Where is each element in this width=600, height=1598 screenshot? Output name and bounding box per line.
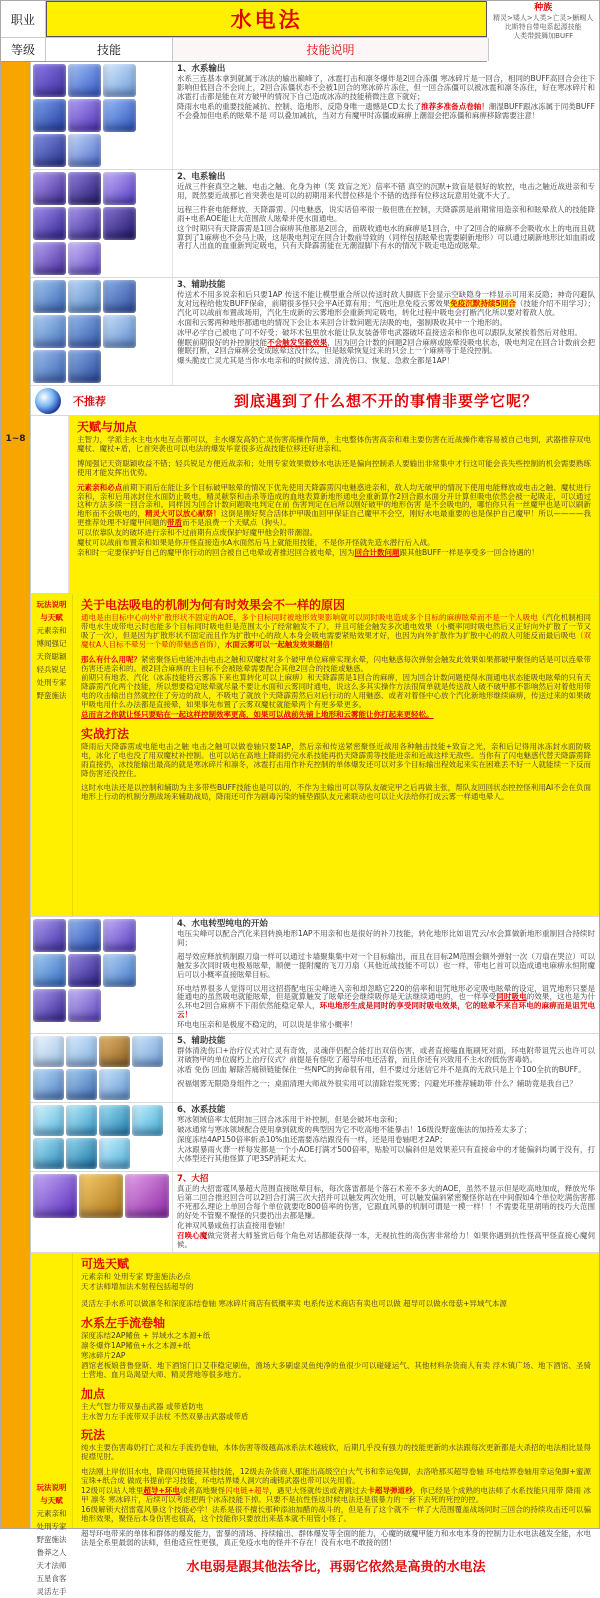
description-column-header: 技能说明 <box>173 38 489 61</box>
sidebar-label: 天才法师 <box>36 1561 67 1571</box>
skill-icon <box>103 64 136 97</box>
notes-panel <box>31 1253 599 1597</box>
skill-icon <box>68 134 101 167</box>
text-run-rb: 卡超导弹道秒 <box>367 1486 413 1496</box>
sidebar-label: 野蛮施法 <box>36 691 67 700</box>
paragraph: 破冰通常与寒冰领域配合使用拿到就废的典型因为它不吃高地不能暴击！16级没野蛮施法的加持差太多了； <box>177 1124 532 1134</box>
skill-icon-grid <box>31 1034 173 1102</box>
not-recommended-text: 到底遇到了什么想不开的事情非要学它呢？ <box>233 392 538 410</box>
sidebar-label: 天资聪颖 <box>36 652 67 661</box>
panel-content <box>73 1253 599 1575</box>
sidebar-label: 与天赋 <box>40 1496 63 1506</box>
paragraph: 元素亲和必点前期下雨后在能让多个目标破甲眩晕的情况下优先使用天降霹雳闪电魅惑进亲和，敌人均无破甲的情况下使用电能释放或电击之触、魔杖进行亲和，亲和后用冰封住水面防止吸电，精灵献祭和击杀等造成的血地表算新地形通电会重新算作2回合跟水面分开计算但吸电依然会被一起吸走，可以通过这种方法多续一回合亲和。同样因为回合计数问题吸电判定在前 伤害判定在后所以刚好破甲的地形伤害 是不会吸电的，哪怕你只有一丝魔甲也是可以刷新地形而不会吸电的，精灵大可以放心献祭！这倒是刚好契合活体护甲吸血回甲保证自己魔甲不会空，刚好水电最重要的也是保护自己魔甲！所以————我更推荐处理不好魔甲问题的带盾而不是浪费一个天赋点（狗头）。 <box>77 482 591 528</box>
skill-icon <box>99 1138 130 1169</box>
not-recommended-row <box>31 386 599 416</box>
paragraph: 那么有什么用呢？紧密聚怪后电能冲击电击之触和双魔杖对多个破甲单位麻痹实现永晕，闪电魅惑每次弹射会触发此效果如果都破甲聚怪的话是可以连晕带伤害还进亲和的。被2回合麻痹的主目标不会被眩晕需要配合其他2回合的技能或魅惑。 <box>81 654 591 673</box>
paragraph <box>81 711 591 720</box>
skill-row-3 <box>31 278 599 386</box>
skill-row-7 <box>31 1172 599 1253</box>
skill-icon <box>103 315 136 348</box>
paragraph: 冰盾 免伤 回血 解除苦痛锁链能保住一些NPC的狗命很有用，但不要过分迷信它并不是真的无敌只是上个100全抗的BUFF。 <box>177 1064 586 1074</box>
skill-icon <box>33 1105 64 1136</box>
skill-icon <box>103 954 136 987</box>
skill-icon <box>68 207 101 240</box>
panel-block-heading: 关于电法吸电的机制为何有时效果会不一样的原因 <box>81 598 346 612</box>
skill-icon <box>33 280 66 313</box>
sidebar-label: 与天赋 <box>40 613 63 622</box>
skill-icon <box>68 315 101 348</box>
paragraph: 深度冻结4AP150倍率斩杀10%血还需要冻结跟没有一样，还是用卷轴吧才2AP； <box>177 1134 447 1144</box>
sidebar-label: 鲁莽之人 <box>36 1548 67 1558</box>
paragraph: 超导环电带来的单体和群体的爆发能力，雷暴的清场、持续输出、群体爆发等全面的能力，心魔的破魔甲能力和水电本身的控制力让水电法越发全能，水电法是全系里最弱的法师，但他适应性更强，真正免疫水电的怪并不存在！没有水电不敢接的团！ <box>81 1528 591 1547</box>
paragraph: 召唤心魔做完贤者大师鉴赏后每个角色对话都能获得一本，无视抗性的高伤害非常给力！如果你遇到抗性怪高甲怪直接心魔伺候。 <box>177 1230 596 1249</box>
race-info <box>487 1 599 62</box>
skill-icon <box>132 1036 163 1067</box>
skill-icon-grid <box>31 278 173 385</box>
text-run-ru: 超导+环电 <box>143 1486 180 1496</box>
panel-block-heading: 可选天赋 <box>81 1257 130 1272</box>
skill-description <box>173 278 599 385</box>
paragraph: 主智力，学派主水主电水电互点都可以，主水爆发高奶亡灵伤害高操作简单，主电整体伤害高亲和难主要伤害在近战操作难容易被自己电到，武器推荐双电魔杖、魔杖+盾，匕首突袭也可以电法的爆发毕竟很多近战技能位移还好进亲和。 <box>77 435 591 453</box>
skill-icon <box>68 280 101 313</box>
skill-icon-grid <box>31 1172 173 1252</box>
paragraph: 超导效应释放机制跟刀扇一样可以通过卡墙聚集集中对一个目标输出，而且在目标2M范围会额外弹射一次（刀扇在哭泣）可以触发多次同时吸电极易眩晕，顺便一提附魔的飞刀刀扇（其他近战技能不可以）也一样，带电匕首可以造成通电麻痹永恒附魔后可以小概率直接眩晕目标。 <box>177 951 595 979</box>
paragraph: 降雨后天降霹雳或电能电击之触 电击之触可以做卷轴只要1AP，然后亲和传送紧密聚怪近战用各种触击技能+致盲之光，亲和后记得用冰冻封水面防吸电，冰化了电也没了用双魔杖补控制。也可以站在高地上降雨扔完水系技能再扔天降霹雳等技能进亲和近战这样无敌些。当你有了闪电魅惑代替天降霹雳降雨直接扔，冰技能输出最高的就是寒冰碎片和凛冬，冰雹打击用作补充控制的单体爆发还可以对多个目标输出程效起来实在困难丢不好一人就能续一下反而降伤害还没控住。 <box>81 741 591 778</box>
notes-panel <box>31 416 599 594</box>
swirl-skill-icon <box>35 388 61 414</box>
level-column <box>1 62 31 1528</box>
skill-icon <box>68 919 101 952</box>
paragraph: 主大气智力带双暴击武器 或带盾防电 <box>81 1401 204 1411</box>
paragraph: 深度冻结2AP鳍鱼 + 异域水之本源+纸 <box>81 1331 211 1341</box>
sidebar-label: 灵活左手 <box>36 1587 67 1597</box>
skill-icon <box>33 1069 64 1100</box>
skill-icon <box>33 99 66 132</box>
text-run-rb: 精灵大可以放心献祭！ <box>145 509 221 519</box>
panel-block-heading: 水系左手流卷轴 <box>81 1316 166 1331</box>
skill-icon <box>33 989 66 1022</box>
skill-row-4 <box>31 917 599 1034</box>
skill-icon <box>99 1036 130 1067</box>
panel-footer-slogan: 水电弱是跟其他法爷比，再弱它依然是高贵的水电法 <box>186 1559 486 1575</box>
paragraph: 大冰跟暴雨火葬一样每发都是一个小AOE打满才500倍率，贴脸可以偏斜但是效果差只有直接命中的才能偏斜均属于没有，打大体型还行其他怪算了吧3SP消耗太大。 <box>177 1144 595 1163</box>
sidebar-label: 野蛮施法 <box>36 1535 67 1545</box>
sheet-header <box>1 1 599 62</box>
paragraph: 近战三件套真空之触、电击之触、化身为神（笑 致盲之光）倍率不错 真空的沉默+致盲是很好的软控，电击之触近战进亲和专用，既然要近战那匕首突袭也是可以的初期用来代替位移是个不错的选择有位移这玩意用处就不大了。 <box>177 182 595 200</box>
panel-block <box>81 598 591 720</box>
skill-icon <box>103 280 136 313</box>
panel-block <box>81 727 591 801</box>
skill-title: 1、水系输出 <box>177 64 226 74</box>
paragraph: 爆头脆皮亡灵尤其是当你水电亲和的时候传送、清洗伤口、恢复、急救全都是1AP！ <box>177 356 454 366</box>
skill-icon <box>99 1069 130 1100</box>
paragraph: 凛冬爆炸1AP鳍鱼+水之本源+纸 <box>81 1341 191 1351</box>
sidebar-label: 元素亲和 <box>36 626 67 635</box>
sidebar-label: 处刑专家 <box>36 1522 67 1532</box>
skill-icon <box>66 1069 97 1100</box>
skill-title: 6、冰系技能 <box>177 1105 226 1116</box>
paragraph: 元素亲和 处刑专家 野蛮施法必点 <box>81 1272 191 1282</box>
text-run-hl: 免疫沉默持续5回合 <box>450 298 516 308</box>
paragraph: 水面和云雾两种地形都通电的情况下会让本来回合计数问题无法吸的电，强制吸收其中一个地形的。 <box>177 317 507 327</box>
skill-icon-grid <box>31 1103 173 1171</box>
not-recommended-left <box>31 388 173 414</box>
skill-description <box>173 1172 599 1252</box>
panel-sidebar <box>31 594 73 916</box>
skill-icon <box>68 99 101 132</box>
skill-icon <box>33 350 66 383</box>
paragraph: 魔杖可以战前布置亲和如果是你开怪直接造水A水面然后马上就能用技能，不是你开怪就先造水潜行后入战。 <box>77 538 435 548</box>
skill-icon <box>33 64 66 97</box>
skill-icon <box>33 134 66 167</box>
paragraph: 16级解锁大招雷霆风暴这个技能必学！法系是很不擅长那种添油加醋的战斗的，但是有了这个就不一样了大范围覆盖战场同时三回合的持续攻击还可以骗地形效果，聚怪后本身伤害也很高，这个技能你只要放出来基本就不用管小怪了。 <box>81 1504 591 1523</box>
skill-icon-grid <box>31 62 173 169</box>
paragraph: 化神双风暴咸鱼打法直接用卷轴！ <box>177 1220 290 1230</box>
skill-icon <box>68 954 101 987</box>
paragraph: 电法刚上岸依旧水电，降雨闪电链接其他技能，12级去杂货商人那能出高级空白大气书和幸运兔脚，去洛哈那买超导卷轴 环电结界卷轴用幸运兔脚+蜜源宝珠+纸合成 做成书提前学习技能，环电结界矮人洞穴的魂铸武器也带可以先用着。 <box>81 1467 591 1486</box>
race-note-1: 比斯特自带电系起源技能 <box>504 23 582 31</box>
skill-icon <box>79 1174 123 1218</box>
skill-description <box>173 170 599 277</box>
skill-icon <box>33 1174 77 1218</box>
panel-content <box>69 416 599 593</box>
header-row-1 <box>1 1 599 38</box>
paragraph: 前期只有地表、汽化（冰冻技能将云雾冻下来也算转化可以上麻痹）和天降霹雳是1回合的麻痹，因为回合计数问题使得水面通电状态能吸电眩晕的只有天降霹雳汽化两个技能，所以想要稳定眩晕就尽量不要让水面和云雾同时通电，说这么多其实操作方法很简单就是传送敌人破不破甲都不影响然后对着他用带电的攻击输出自然就控住了旁边的敌人，不吸电了就放个天降霹雳然后对后行动的人用魅惑、或者对着怪中心放个汽化新地形继续麻痹，传送过来的如果破甲吸电用什么办法都是直接晕，如果事先布置了云雾双魔杖就能晕两个有更多晕更多。 <box>81 673 591 710</box>
skill-icon-grid <box>31 170 173 277</box>
text-run-r: 闪电链+超导 <box>225 1486 270 1496</box>
text-run-ru: 带盾 <box>167 518 182 528</box>
paragraph: 真正的大招雷霆风暴超大范围直接眩晕目标，每次落雷都是个落石术差不多大的AOE，虽然不显示但是吃高地加成，释放光华后第二回合推迟回合可以2回合打满三次大招并可以触发两次处刑，可以触发偏斜紧密聚怪你站在中间假如4个单位吃满伤害都不死那么理论上单回合每个单位就要吃800倍率的伤害，它跟血风暴的机制可谓是一模一样！！不需要花里胡哨的技巧大范围的好处不管聚不聚怪的只要扔出去都是赚。 <box>177 1184 595 1220</box>
skill-icon <box>33 207 66 240</box>
paragraph: 传送术不用多说亲和后只要1AP 传送不能让模型重合所以传送时敌人脚底下会显示空缺隐身一样显示可用来反隐；神奇闪避队友对远程给他发BUFF保命，前期很多怪只会平A还算有用；气泡吐息免疫云雾效果免疫沉默持续5回合（技能介绍不用学习）；汽化可以战前布置战场用，汽化生成新的云雾地形会重新判定吸电，转化过程中吸电会打断汽化所以要对着敌人放。 <box>177 290 596 317</box>
skill-row-5 <box>31 1034 599 1103</box>
header-row-2 <box>1 38 489 62</box>
text-run-ru: 总而言之你就让怪只要贴在一起这样控制效率更高，如果可以战前先铺上地形和云雾能让你打起来更轻松。 <box>81 710 434 720</box>
panel-content <box>73 594 599 916</box>
paragraph: 环电结界很多人觉得可以用这招搭配电压尖峰进入亲和却忽略它220的倍率和诅咒地形必定吸电眩晕的设定，诅咒地形只要是能通电的虽然吸电就能眩晕，但是就算触发了眩晕还会继续吸你是无法继续通电的，也一样享受同时吸电的效果，这也是为什么环电2回合麻痹不下雨依然能稳定晕人，环电地形生成是同时的享受同时吸电效果，它的眩晕不来自环电的麻痹而是诅咒电云！ <box>177 983 596 1020</box>
skill-description <box>173 917 599 1033</box>
paragraph: 博闻强记天资聪颖收益不错；轻兵锐足方便近战亲和；处刑专家效果微妙水电法还是偏向控制杀人要输出非常集中才行这可能会丧失些控制的机会需要熟练使用才能发挥出优势。 <box>77 458 591 477</box>
skill-description <box>173 62 599 169</box>
text-run-rb: 环电地形生成是同时的享受同时吸电效果，它的眩晕不来自环电的麻痹而是诅咒电云！ <box>177 1001 595 1020</box>
race-ranking: 精灵>矮人>人类>亡灵>蜥蜴人 <box>492 14 594 22</box>
panel-block <box>81 1387 591 1422</box>
paragraph: 冰甲必学自己被电了可不好受；破坏术包里放水能让队友装备带电武器破坏直接送亲和你也可以跟队友紧挨着然后对他用。 <box>177 327 582 337</box>
skill-icon <box>33 1036 64 1067</box>
paragraph: 寒冰碎片2AP <box>81 1350 126 1360</box>
paragraph: 群体清洗伤口+治疗仪式对亡灵有奇效，灵魂伴侣配合能打出双倍伤害，或者直接嗑血瓶刷死对面，环电附带诅咒云也许可以对破物甲的单位腐朽上治疗仪式？前提是有怪吃了超导环电还活着，而且你还有兴致用不主水的低伤害毒奶。 <box>177 1046 595 1064</box>
panel-sidebar <box>31 1253 73 1597</box>
paragraph: 寒冰领域倍率太低附加三回合冰冻用于补控制，但是会破坏电亲和； <box>177 1115 402 1125</box>
text-run-r: （双魔杖A人目标不晕另一个晕的带魅惑首饰） <box>81 630 592 649</box>
skill-icon <box>68 64 101 97</box>
skill-title: 3、辅助技能 <box>177 280 226 290</box>
page-title: 水电法 <box>46 1 488 37</box>
paragraph: 12级可以站人堆里超导+环电或者高地聚怪闪电链+超导，遇见大怪就传送或者跳过去卡超导弹道秒，你已经是个成熟的电法师了水系技能只用带 降雨 冰甲 凛冬 寒冰碎片，后续可以考虑把两个冰冻技能下掉。只要不是抗性怪这时候电法还是很暴力的一套下去死的死控的控。 <box>81 1486 591 1504</box>
text-run-ru: 不会触发坚毅效果 <box>267 337 328 347</box>
skill-icon <box>103 99 136 132</box>
skill-description <box>173 1034 599 1102</box>
sidebar-label: 轻兵锐足 <box>36 665 67 674</box>
sidebar-label: 元素亲和 <box>36 1509 67 1519</box>
paragraph: 远程三件套电能释放、天降霹雳、闪电魅惑，说实话倍率很一般但胜在控制，天降霹雳是前期常用造亲和和眩晕敌人的技能降雨+电系AOE能让大范围敌人眩晕并使水面通电。 <box>177 204 595 223</box>
skill-icon <box>66 1105 97 1136</box>
paragraph: 可以依靠队友的破坏进行亲和不过前期有点废保护好魔甲他会附带潮湿。 <box>77 528 317 538</box>
skill-row-2 <box>31 170 599 278</box>
notes-panel <box>31 594 599 917</box>
paragraph: 主水智力左手流带双手法杖 不然双暴击武器或带盾 <box>81 1411 249 1421</box>
panel-block <box>77 420 591 558</box>
paragraph: 这时水电法还是以控制和辅助为主多带些BUFF技能也是可以的，不作为主输出可以等队友破完甲之后再做主张，帮队友回回状态控控怪利用AI不会在负面地形上行动的机制分割战场来辅助战局，降雨还可作为剧毒污染的铺垫跟队友元素联动也可以让火法给你打成云雾一样通电晕人。 <box>81 782 591 801</box>
panel-block-heading: 加点 <box>81 1386 106 1401</box>
text-run-rb: 推荐多准备点卷轴！ <box>421 101 489 111</box>
paragraph: 降雨水电系的重要技能减抗、控制、造地形、反隐身唯一遗憾是CD太长了推荐多准备点卷轴！潮湿BUFF跟冰冻属于同类BUFF不会叠加但电系的眩晕不是 可以叠加减抗，当对方有魔甲时冻僵或麻痹上潮湿会把冻僵和麻痹移除需要注意！ <box>177 101 595 120</box>
skill-title: 5、辅助技能 <box>177 1036 226 1047</box>
skill-icon <box>132 1105 163 1136</box>
skill-icon <box>103 207 136 240</box>
skill-icon <box>125 1174 169 1218</box>
skill-icon <box>66 1036 97 1067</box>
skill-icon <box>68 172 101 205</box>
skill-icon <box>103 919 136 952</box>
level-column-header: 等级 <box>1 38 46 61</box>
skill-column-header: 技能 <box>46 38 173 61</box>
paragraph: 水系三连基本拿到就属于冰法的输出巅峰了，冰雹打击和凛冬爆炸是2回合冻僵 寒冰碎片是一回合，相同的BUFF高回合会往下影响但低回合不会向上，2回合冻僵状态不会被1回合的寒冰碎片冻住，但一回合冻僵可以被冰雹和凛冬冻住，好在寒冰碎片和冰雹打击都是能在对方破甲的情况下自己造成冰冻的技能稍微注意下就好； <box>177 74 595 101</box>
panel-block-heading: 玩法 <box>81 1428 106 1443</box>
sidebar-label: 博闻强记 <box>36 639 67 648</box>
paragraph: 这个时期只有天降霹雳是1回合麻痹其他都是2回合，而吸收通电水的麻痹是1回合，中了2回合的麻痹不会吸收水上的电而且就算到了1麻痹也不会马上吸，这是吸电判定在回合计数前导致的（同样包括眩晕也需要刷新地形）可以通过刷新地形比如血雨或者打人出血的血重新判定吸电，只有天降霹雳能在无潮湿脚下有水的情况下吸走电造成眩晕。 <box>177 223 595 251</box>
skill-icon <box>33 315 66 348</box>
sidebar-label: 玩法说明 <box>36 600 67 609</box>
text-run-ru: 回合计数问题 <box>354 547 400 557</box>
paragraph: 天才法师增加法术射程包括超导的 <box>81 1282 194 1292</box>
panel-block <box>81 1316 591 1380</box>
skill-row-1 <box>31 62 599 170</box>
panel-block <box>81 1257 591 1309</box>
skill-icon <box>33 242 66 275</box>
paragraph: 纯水主要伤害毒奶打亡灵和左手流扔卷轴，本体伤害等级越高冰系法术越疲软，后期几乎没有强力的技能更新的水法跟每次更新都是大杀招的电法相比显得捉襟见肘。 <box>81 1443 591 1462</box>
paragraph: 祝福烟雾无限隐身组件之一；桌面清理大师战外很实用可以清除岩浆死雾；闪避光环推荐辅助带 什么？辅助竟是我自己？ <box>177 1078 577 1088</box>
text-run-rb: 水面云雾可以一起触发效果翻倍！ <box>224 639 338 649</box>
skill-icon <box>103 172 136 205</box>
skill-title: 7、大招 <box>177 1174 209 1185</box>
sidebar-label: 处刑专家 <box>36 678 67 687</box>
skill-icon <box>33 172 66 205</box>
profession-label: 职业 <box>1 1 46 37</box>
sidebar-label: 五星食客 <box>36 1574 67 1584</box>
skill-icon <box>33 1138 64 1169</box>
skill-icon <box>68 242 101 275</box>
not-recommended-label: 不推荐 <box>73 394 106 408</box>
skill-description <box>173 1103 599 1171</box>
paragraph: 环电电压亲和是极度不稳定的，可以说是非常小概率！ <box>177 1020 357 1030</box>
level-range-label: 1~8 <box>5 434 26 444</box>
panel-block-heading: 天赋与加点 <box>77 420 138 434</box>
skill-icon <box>66 1138 97 1169</box>
content-column <box>31 62 599 1597</box>
paragraph: 催眠前期很好的补控制技能不会触发坚毅效果，因为回合计数的问题2回合麻痹或眩晕没吸电状态，吸电判定在回合计数前会把催眠打断，2回合麻痹会变成眩晕这没什么，但是眩晕恢复过来的只会上一个麻痹等于是没控制。 <box>177 337 595 356</box>
skill-icon-grid <box>31 917 173 1033</box>
skill-icon <box>33 954 66 987</box>
text-run-r: 通电是由目标中心向外扩散形状不固定的AOE，多个目标同时被地形效果影响就可以同时吸电造成多个目标的麻痹眩晕而不是一个人吸电 <box>81 613 538 622</box>
paragraph: 亲和时一定要保护好自己的魔甲你行动的回合被自己电晕或者推迟回合被电晕，因为回合计数问题跟其他BUFF一样是享受多一回合待遇的！ <box>77 547 539 557</box>
paragraph: 灵活左手水系可以做凛冬和深度冻结卷轴 寒冰碎片商店有低概率卖 电系传送术商店有卖也可以做 超导可以做水母菇+异域气本源 <box>81 1299 507 1309</box>
race-title: 种族 <box>534 3 553 13</box>
skill-icon <box>99 1105 130 1136</box>
skill-row-6 <box>31 1103 599 1172</box>
text-run-ru: 同时吸电 <box>496 992 527 1002</box>
skill-icon <box>33 919 66 952</box>
paragraph: 通电是由目标中心向外扩散形状不固定的AOE，多个目标同时被地形效果影响就可以同时吸电造成多个目标的麻痹眩晕而不是一个人吸电（汽化机制相同带电水生成带电云时也能多个目标同时吸电但是范围太小了经常触发不了），并且可能会触发多次通电效果（小概率同时吸电然后又正好向外扩散了一节又吸了一次），但是因为扩散形状不固定而且作为扩散中心的敌人本身会吸电需要紧贴效果才好，也因为向外扩散作为扩散中心的敌人可能反而最后吸电（双魔杖A人目标不晕另一个晕的带魅惑首饰），水面云雾可以一起触发效果翻倍！ <box>81 613 592 649</box>
race-note-2: 人类带鼓舞加BUFF <box>513 32 574 40</box>
sheet-body <box>1 62 599 1597</box>
skill-icon <box>68 350 101 383</box>
skill-title: 2、电系输出 <box>177 172 226 182</box>
text-run-rb: 那么有什么用呢？ <box>81 654 141 664</box>
paragraph: 酒馆老板娘普鲁登斯、地下酒馆门口艾菲稳定刷鱼，渔场大多刷虚灵鱼纯净的鱼很少可以碰碰运气、其他材料杂货商人有卖 浮木镇广场、地下酒馆、圣骑士营地、血月岛渴望大师、精灵营地等很多地方。 <box>81 1360 591 1379</box>
text-run-rb: 召唤心魔 <box>177 1230 208 1240</box>
panel-block <box>81 1428 591 1547</box>
panel-gap-column <box>31 416 69 593</box>
paragraph: 电压尖峰可以配合汽化来回转换地形1AP不用亲和也是很好的补刀技能，转化地形比如诅咒云/水会算做新地形重制回合持续时间； <box>177 929 595 947</box>
skill-title: 4、水电转型纯电的开始 <box>177 919 268 929</box>
sidebar-label: 玩法说明 <box>36 1483 67 1493</box>
text-run-rb: 元素亲和必点 <box>77 482 123 492</box>
panel-block-heading: 实战打法 <box>81 726 130 741</box>
skill-icon <box>68 989 101 1022</box>
